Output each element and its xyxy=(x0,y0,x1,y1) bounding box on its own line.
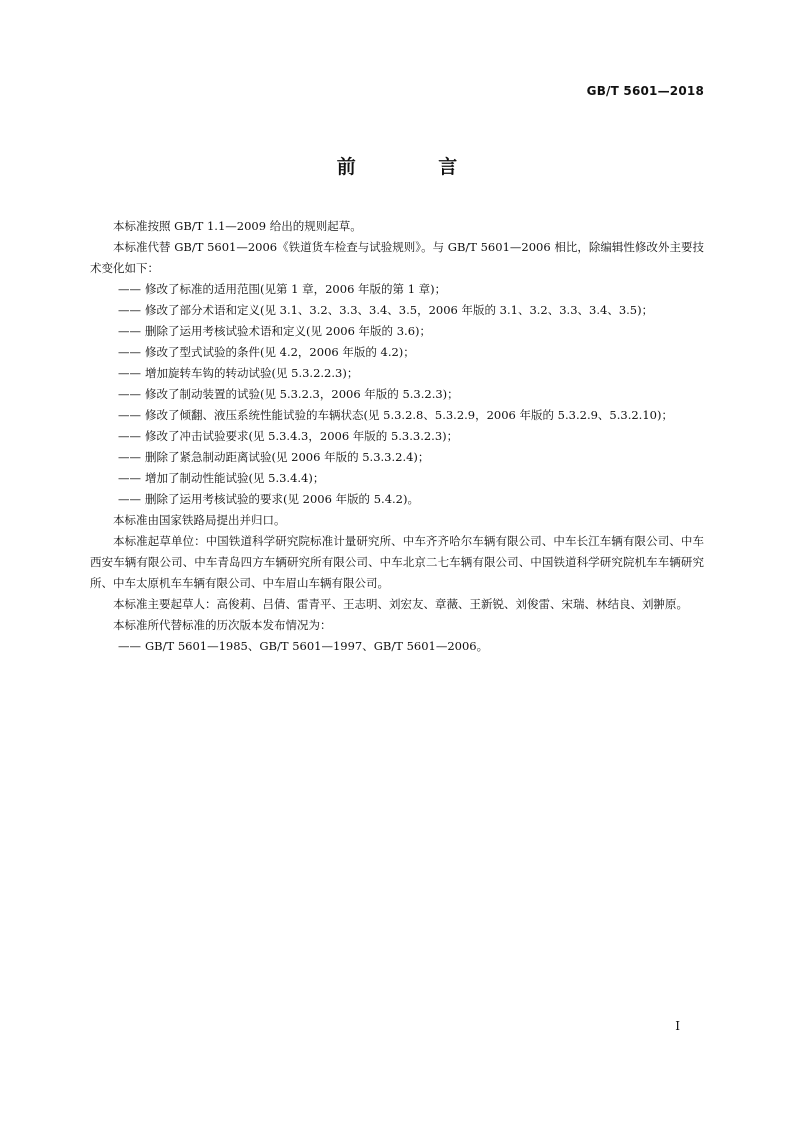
list-item xyxy=(90,489,704,510)
list-item-text: 增加旋转车钩的转动试验(见 5.3.2.2.3)； xyxy=(145,366,359,380)
list-item xyxy=(90,384,704,405)
dash-marker: —— xyxy=(118,450,141,464)
list-item-text: 修改了冲击试验要求(见 5.3.4.3，2006 年版的 5.3.3.2.3)； xyxy=(145,429,459,443)
list-item xyxy=(90,447,704,468)
paragraph: 本标准代替 GB/T 5601—2006《铁道货车检查与试验规则》。与 GB/T 5601—2006 相比，除编辑性修改外主要技术变化如下： xyxy=(90,240,704,275)
list-item xyxy=(90,363,704,384)
dash-marker: —— xyxy=(118,492,141,506)
list-item-text: 修改了制动装置的试验(见 5.3.2.3，2006 年版的 5.3.2.3)； xyxy=(145,387,459,401)
dash-marker: —— xyxy=(118,324,141,338)
paragraph: 本标准由国家铁路局提出并归口。 xyxy=(113,513,286,527)
paragraph: 本标准主要起草人：高俊莉、吕倩、雷青平、王志明、刘宏友、章薇、王新锐、刘俊雷、宋瑞、林结良、刘翀原。 xyxy=(113,597,688,611)
page-title: 前 言 xyxy=(336,156,496,178)
list-item xyxy=(90,279,704,300)
dash-marker: —— xyxy=(118,282,141,296)
list-item xyxy=(90,636,704,657)
dash-marker: —— xyxy=(118,471,141,485)
list-item-text: 修改了倾翻、液压系统性能试验的车辆状态(见 5.3.2.8、5.3.2.9，2006 年版的 5.3.2.9、5.3.2.10)； xyxy=(145,408,673,422)
dash-marker: —— xyxy=(118,345,141,359)
list-item xyxy=(90,321,704,342)
dash-marker: —— xyxy=(118,387,141,401)
dash-marker: —— xyxy=(118,303,141,317)
dash-marker: —— xyxy=(118,408,141,422)
list-item-text: 增加了制动性能试验(见 5.3.4.4)； xyxy=(145,471,325,485)
document-body xyxy=(90,216,704,657)
list-item-text: 删除了紧急制动距离试验(见 2006 年版的 5.3.3.2.4)； xyxy=(145,450,430,464)
list-item-text: 修改了部分术语和定义(见 3.1、3.2、3.3、3.4、3.5，2006 年版的 3.1、3.2、3.3、3.4、3.5)； xyxy=(145,303,654,317)
list-item-text: 修改了型式试验的条件(见 4.2，2006 年版的 4.2)； xyxy=(145,345,415,359)
standard-code: GB/T 5601—2018 xyxy=(586,84,704,98)
list-item xyxy=(90,342,704,363)
dash-marker: —— xyxy=(118,639,141,653)
dash-marker: —— xyxy=(118,366,141,380)
list-item xyxy=(90,300,704,321)
paragraph: 本标准按照 GB/T 1.1—2009 给出的规则起草。 xyxy=(113,219,362,233)
list-item-text: 删除了运用考核试验的要求(见 2006 年版的 5.4.2)。 xyxy=(145,492,419,506)
list-item xyxy=(90,468,704,489)
list-item-text: 修改了标准的适用范围(见第 1 章，2006 年版的第 1 章)； xyxy=(145,282,447,296)
paragraph: 本标准起草单位：中国铁道科学研究院标准计量研究所、中车齐齐哈尔车辆有限公司、中车长江车辆有限公司、中车西安车辆有限公司、中车青岛四方车辆研究所有限公司、中车北京二七车辆有限公司、中国铁道科学研究院机车车辆研究所、中车太原机车车辆有限公司、中车眉山车辆有限公司。 xyxy=(90,534,704,590)
page-number: I xyxy=(675,1019,680,1033)
list-item-text: 删除了运用考核试验术语和定义(见 2006 年版的 3.6)； xyxy=(145,324,431,338)
list-item-text: GB/T 5601—1985、GB/T 5601—1997、GB/T 5601—2006。 xyxy=(145,639,489,653)
list-item xyxy=(90,426,704,447)
list-item xyxy=(90,405,704,426)
dash-marker: —— xyxy=(118,429,141,443)
paragraph: 本标准所代替标准的历次版本发布情况为： xyxy=(113,618,332,632)
